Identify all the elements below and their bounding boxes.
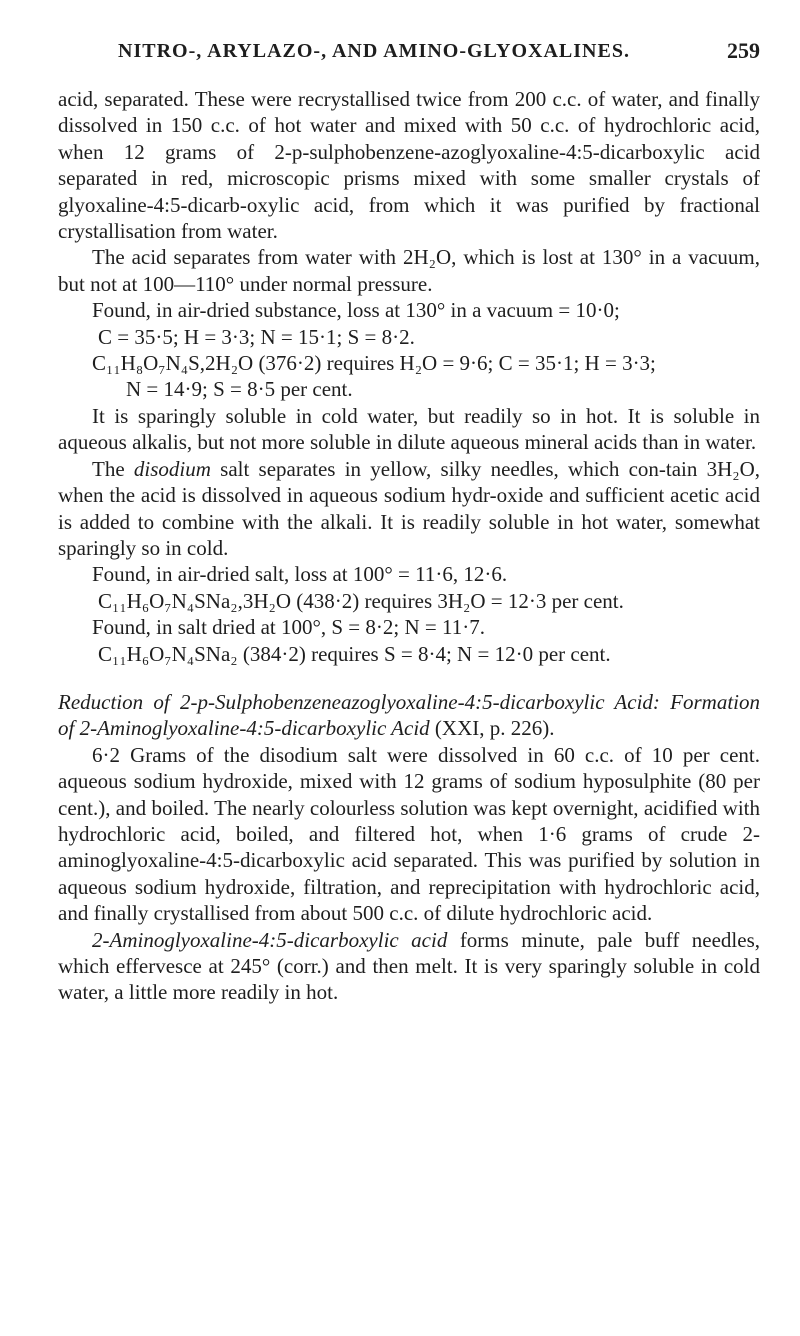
section-gap bbox=[58, 667, 760, 689]
paragraph-recrystallisation: acid, separated. These were recrystallised twice from 200 c.c. of water, and finally dissolved in 150 c.c. of hot water and mixed with 50 c.c. of hydrochloric acid, when 12 grams of 2-p-sulphobenzene-azoglyoxaline-4:5-dicarboxylic acid separated in red, microscopic prisms mixed with some smaller crystals of glyoxaline-4:5-dicarb-oxylic acid, from which it was purified by fractional crystallisation from water. bbox=[58, 87, 760, 244]
requires-line: C₁₁H₆O₇N₄SNa₂,3H₂O (438·2) requires 3H₂O = 12·3 per cent. bbox=[98, 588, 624, 613]
analysis-block-1 bbox=[58, 297, 760, 403]
found-line: C = 35·5; H = 3·3; N = 15·1; S = 8·2. bbox=[98, 324, 415, 349]
section-heading bbox=[58, 689, 760, 742]
paragraph-disodium-salt bbox=[58, 456, 760, 562]
lead-word: The bbox=[92, 456, 125, 481]
analysis-block-2 bbox=[58, 561, 760, 667]
paragraph-solubility: It is sparingly soluble in cold water, but readily so in hot. It is soluble in aqueous alkalis, but not more soluble in dilute aqueous mineral acids than in water. bbox=[58, 403, 760, 455]
paragraph-reduction: 6·2 Grams of the disodium salt were dissolved in 60 c.c. of 10 per cent. aqueous sodium hydroxide, mixed with 12 grams of sodium hyposulphite (80 per cent.), and boiled. The nearly colourless solution was kept overnight, acidified with hydrochloric acid, boiled, and filtered hot, when 1·6 grams of crude 2-aminoglyoxaline-4:5-dicarboxylic acid separated. This was purified by solution in aqueous sodium hydroxide, filtration, and reprecipitation with hydrochloric acid, and finally crystallised from about 500 c.c. of dilute hydrochloric acid. bbox=[58, 742, 760, 926]
found-line: Found, in air-dried salt, loss at 100° = 11·6, 12·6. bbox=[92, 562, 508, 587]
found-line: Found, in salt dried at 100°, S = 8·2; N = 11·7. bbox=[92, 615, 485, 640]
page-number: 259 bbox=[727, 38, 760, 63]
found-line: Found, in air-dried substance, loss at 130° in a vacuum = 10·0; bbox=[92, 298, 620, 323]
heading-text: Reduction of 2-p-Sulphobenzeneazoglyoxaline-4:5-dicarboxylic Acid: Formation of 2-Aminoglyoxaline-4:5-dicarboxylic Acid bbox=[58, 689, 760, 741]
running-title: NITRO-, ARYLAZO-, AND AMINO-GLYOXALINES. bbox=[118, 40, 630, 62]
requires-line: N = 14·9; S = 8·5 per cent. bbox=[126, 377, 353, 402]
salt-name: disodium bbox=[133, 456, 211, 481]
paragraph-text: salt separates in yellow, silky needles, which con-tain 3H₂O, when the acid is dissolved in aqueous sodium hydr-oxide and sufficient acetic acid is added to combine with the alkali. It is readily soluble in hot water, somewhat sparingly so in cold. bbox=[58, 456, 761, 560]
paragraph-hydrate: The acid separates from water with 2H₂O, which is lost at 130° in a vacuum, but not at 100—110° under normal pressure. bbox=[58, 245, 760, 296]
paragraph-text: forms minute, pale buff needles, which effervesce at 245° (corr.) and then melt. It is very sparingly soluble in cold water, a little more readily in hot. bbox=[58, 927, 761, 1005]
requires-line: C₁₁H₆O₇N₄SNa₂ (384·2) requires S = 8·4; N = 12·0 per cent. bbox=[98, 641, 611, 666]
compound-name: 2-Aminoglyoxaline-4:5-dicarboxylic acid bbox=[92, 927, 448, 952]
requires-line: C₁₁H₈O₇N₄S,2H₂O (376·2) requires H₂O = 9·6; C = 35·1; H = 3·3; bbox=[92, 351, 656, 376]
body-text bbox=[58, 86, 760, 1006]
paragraph-amino-acid bbox=[58, 927, 760, 1006]
page-header bbox=[118, 40, 760, 70]
heading-reference: (XXI, p. 226). bbox=[434, 716, 555, 741]
